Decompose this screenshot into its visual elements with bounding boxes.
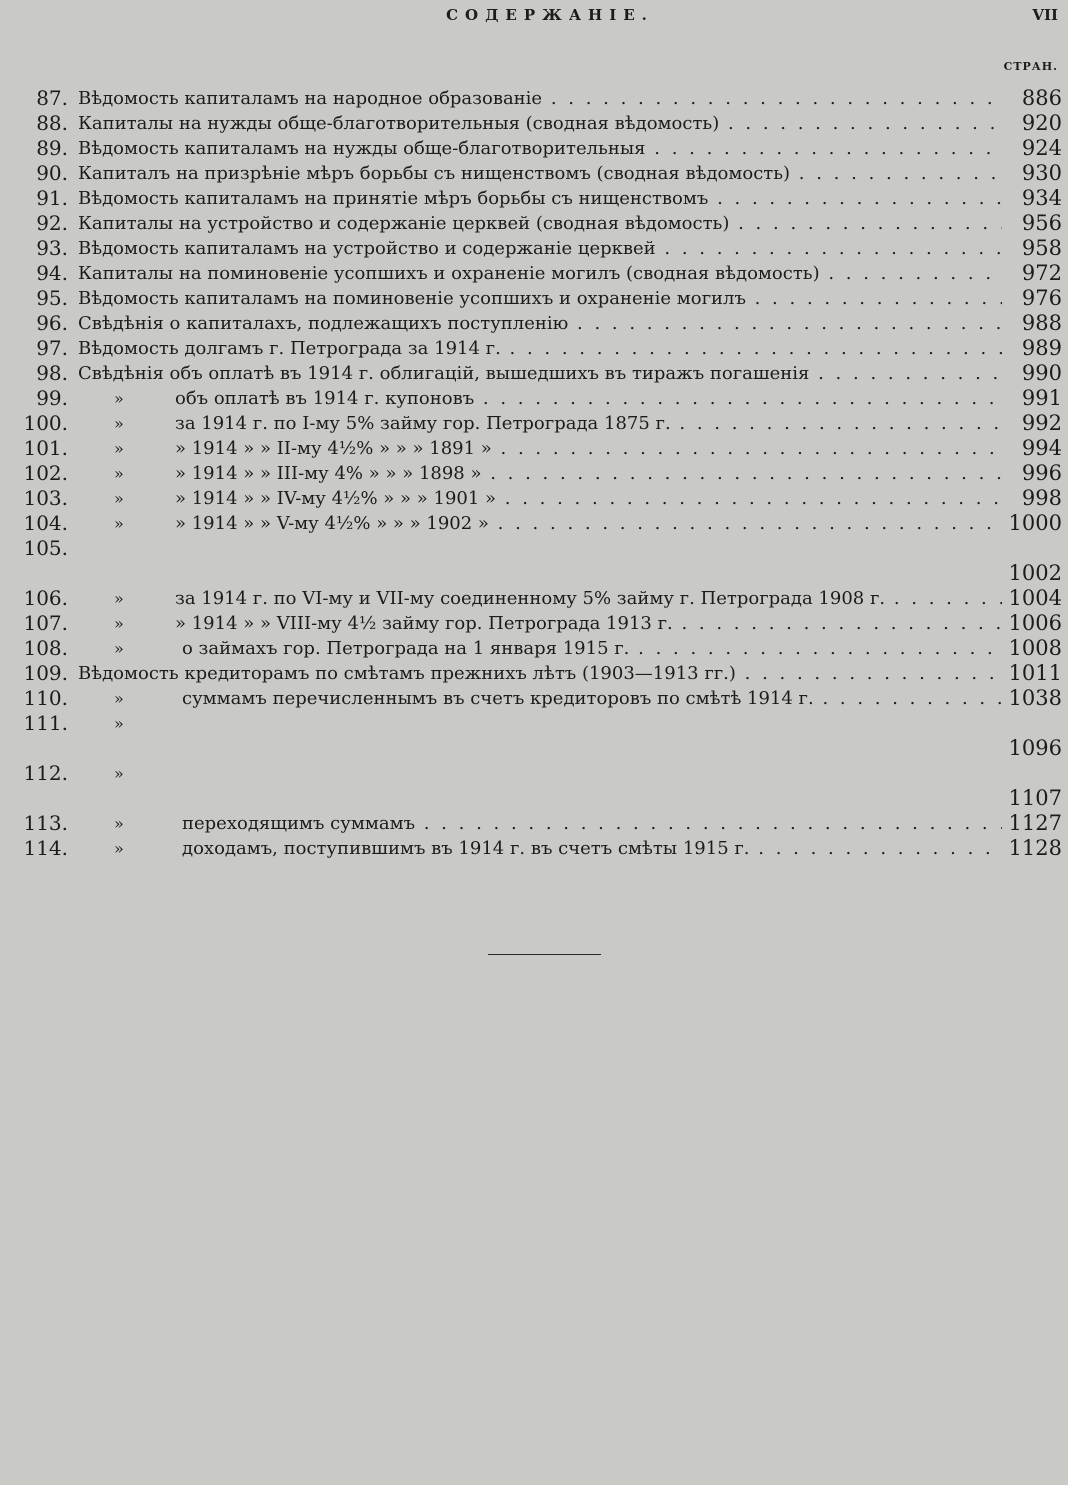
ditto-mark: »	[114, 639, 124, 658]
toc-entry	[0, 661, 1068, 686]
toc-entry	[0, 586, 1068, 611]
entry-text-block	[78, 361, 1002, 386]
entry-text-block	[78, 111, 1002, 136]
entry-page-number: 924	[1021, 136, 1062, 160]
entry-title: переходящимъ суммамъ . . .	[182, 813, 1002, 834]
toc-entry	[0, 261, 1068, 286]
entry-page-number: 976	[1021, 286, 1062, 310]
toc-entry	[0, 136, 1068, 161]
ditto-mark: »	[114, 439, 124, 458]
entry-page-number: 934	[1021, 186, 1062, 210]
entry-text-block	[175, 486, 1002, 511]
entry-page-number: 992	[1021, 411, 1062, 435]
entry-number: 108.	[23, 636, 68, 660]
entry-page-number: 991	[1021, 386, 1062, 410]
entry-title: » 1914 » » V-му 4½% » » » 1902 » . . .	[175, 513, 1002, 534]
toc-entry	[0, 86, 1068, 111]
entry-page-number: 998	[1021, 486, 1062, 510]
entry-text-block	[175, 411, 1002, 436]
entry-number: 88.	[36, 111, 68, 135]
ditto-mark: »	[114, 814, 124, 833]
entry-number: 97.	[36, 336, 68, 360]
entry-page-number: 1008	[1008, 636, 1062, 660]
entry-number: 111.	[23, 711, 68, 735]
toc-entry	[0, 236, 1068, 261]
toc-entry	[0, 161, 1068, 186]
entry-text-block	[78, 186, 1002, 211]
toc-entry	[0, 711, 1068, 761]
ditto-mark: »	[114, 414, 124, 433]
table-of-contents	[0, 86, 1068, 861]
entry-page-number: 1096	[1008, 736, 1062, 760]
ditto-mark: »	[114, 689, 124, 708]
entry-text-block	[182, 811, 1002, 836]
entry-title: Капиталы на нужды обще-благотворительныя (сводная вѣдомость) . . .	[78, 113, 1002, 134]
entry-page-number: 1107	[1008, 786, 1062, 810]
entry-title: о займахъ гор. Петрограда на 1 января 1915 г. . . .	[182, 638, 1002, 659]
entry-number: 114.	[23, 836, 68, 860]
entry-text-block	[78, 311, 1002, 336]
toc-entry	[0, 836, 1068, 861]
entry-text-block	[182, 686, 1002, 711]
entry-number: 98.	[36, 361, 68, 385]
entry-text-block	[78, 136, 1002, 161]
toc-entry	[0, 286, 1068, 311]
entry-title: Вѣдомость капиталамъ на поминовеніе усопшихъ и охраненіе могилъ . . .	[78, 288, 1002, 309]
toc-entry	[0, 411, 1068, 436]
ditto-mark: »	[114, 589, 124, 608]
entry-title: Вѣдомость долгамъ г. Петрограда за 1914 г. . . .	[78, 338, 1002, 359]
ditto-mark: »	[114, 714, 124, 733]
roman-page-number: VII	[1032, 6, 1058, 24]
toc-entry	[0, 536, 1068, 586]
entry-page-number: 1006	[1008, 611, 1062, 635]
entry-title: за 1914 г. по VI-му и VII-му соединенному 5% займу г. Петрограда 1908 г. . . .	[175, 588, 1002, 609]
toc-entry	[0, 761, 1068, 811]
entry-text-block	[78, 261, 1002, 286]
entry-number: 112.	[23, 761, 68, 785]
toc-entry	[0, 111, 1068, 136]
toc-entry	[0, 311, 1068, 336]
entry-text-block	[175, 386, 1002, 411]
entry-title: Вѣдомость капиталамъ на нужды обще-благотворительныя . . .	[78, 138, 1002, 159]
toc-entry	[0, 686, 1068, 711]
ditto-mark: »	[114, 514, 124, 533]
entry-number: 99.	[36, 386, 68, 410]
entry-text-block	[78, 211, 1002, 236]
entry-title: Капиталы на поминовеніе усопшихъ и охраненіе могилъ (сводная вѣдомость) . . .	[78, 263, 1002, 284]
entry-page-number: 994	[1021, 436, 1062, 460]
entry-title: Вѣдомость капиталамъ на устройство и содержаніе церквей . . .	[78, 238, 1002, 259]
entry-number: 89.	[36, 136, 68, 160]
toc-entry	[0, 186, 1068, 211]
entry-text-block	[78, 661, 1002, 686]
entry-text-block	[182, 636, 1002, 661]
entry-title: доходамъ, поступившимъ въ 1914 г. въ счетъ смѣты 1915 г. . . .	[182, 838, 1002, 859]
toc-entry	[0, 611, 1068, 636]
entry-page-number: 988	[1021, 311, 1062, 335]
entry-number: 90.	[36, 161, 68, 185]
entry-page-number: 1011	[1008, 661, 1062, 685]
ditto-mark: »	[114, 839, 124, 858]
entry-number: 107.	[23, 611, 68, 635]
entry-page-number: 1128	[1008, 836, 1062, 860]
toc-entry	[0, 461, 1068, 486]
entry-text-block	[78, 86, 1002, 111]
entry-title: за 1914 г. по І-му 5% займу гор. Петрограда 1875 г. . . .	[175, 413, 1002, 434]
toc-entry	[0, 336, 1068, 361]
entry-page-number: 990	[1021, 361, 1062, 385]
separator-rule	[488, 954, 601, 955]
entry-page-number: 956	[1021, 211, 1062, 235]
entry-number: 109.	[23, 661, 68, 685]
page-column-label: СТРАН.	[1003, 60, 1058, 73]
entry-title: Вѣдомость капиталамъ на народное образованіе . . .	[78, 88, 1002, 109]
ditto-mark: »	[114, 464, 124, 483]
entry-page-number: 920	[1021, 111, 1062, 135]
entry-text-block	[175, 511, 1002, 536]
entry-number: 110.	[23, 686, 68, 710]
entry-number: 113.	[23, 811, 68, 835]
entry-number: 105.	[23, 536, 68, 560]
entry-title: Вѣдомость кредиторамъ по смѣтамъ прежнихъ лѣтъ (1903—1913 гг.) . . .	[78, 663, 1002, 684]
entry-page-number: 958	[1021, 236, 1062, 260]
entry-text-block	[175, 611, 1002, 636]
ditto-mark: »	[114, 764, 124, 783]
entry-title: Свѣдѣнія объ оплатѣ въ 1914 г. облигацій, вышедшихъ въ тиражъ погашенія . . .	[78, 363, 1002, 384]
entry-number: 96.	[36, 311, 68, 335]
toc-entry	[0, 211, 1068, 236]
entry-number: 104.	[23, 511, 68, 535]
toc-entry	[0, 386, 1068, 411]
ditto-mark: »	[114, 614, 124, 633]
entry-number: 101.	[23, 436, 68, 460]
entry-number: 92.	[36, 211, 68, 235]
toc-entry	[0, 511, 1068, 536]
entry-number: 95.	[36, 286, 68, 310]
entry-title: Капиталы на устройство и содержаніе церквей (сводная вѣдомость) . . .	[78, 213, 1002, 234]
entry-text-block	[78, 286, 1002, 311]
toc-entry	[0, 436, 1068, 461]
entry-title: » 1914 » » IV-му 4½% » » » 1901 » . . .	[175, 488, 1002, 509]
page-title: СОДЕРЖАНІЕ.	[446, 6, 654, 24]
entry-page-number: 1038	[1008, 686, 1062, 710]
entry-title: Вѣдомость капиталамъ на принятіе мѣръ борьбы съ нищенствомъ . . .	[78, 188, 1002, 209]
entry-text-block	[182, 836, 1002, 861]
entry-title: » 1914 » » VIII-му 4½ займу гор. Петрограда 1913 г. . . .	[175, 613, 1002, 634]
entry-number: 93.	[36, 236, 68, 260]
entry-title: Свѣдѣнія о капиталахъ, подлежащихъ поступленію . . .	[78, 313, 1002, 334]
entry-number: 100.	[23, 411, 68, 435]
entry-page-number: 930	[1021, 161, 1062, 185]
toc-entry	[0, 486, 1068, 511]
entry-title: » 1914 » » II-му 4½% » » » 1891 » . . .	[175, 438, 1002, 459]
entry-text-block	[78, 236, 1002, 261]
entry-page-number: 1002	[1008, 561, 1062, 585]
entry-number: 103.	[23, 486, 68, 510]
entry-number: 106.	[23, 586, 68, 610]
entry-text-block	[175, 461, 1002, 486]
entry-text-block	[78, 336, 1002, 361]
entry-number: 94.	[36, 261, 68, 285]
toc-entry	[0, 811, 1068, 836]
entry-page-number: 1127	[1008, 811, 1062, 835]
entry-page-number: 1004	[1008, 586, 1062, 610]
toc-entry	[0, 636, 1068, 661]
entry-text-block	[175, 586, 1002, 611]
entry-number: 91.	[36, 186, 68, 210]
entry-page-number: 996	[1021, 461, 1062, 485]
entry-page-number: 989	[1021, 336, 1062, 360]
entry-text-block	[175, 436, 1002, 461]
entry-title: суммамъ перечисленнымъ въ счетъ кредиторовъ по смѣтѣ 1914 г. . . .	[182, 688, 1002, 709]
entry-title: объ оплатѣ въ 1914 г. купоновъ . . .	[175, 388, 1002, 409]
ditto-mark: »	[114, 389, 124, 408]
entry-number: 102.	[23, 461, 68, 485]
entry-text-block	[78, 161, 1002, 186]
entry-title: Капиталъ на призрѣніе мѣръ борьбы съ нищенствомъ (сводная вѣдомость) . . .	[78, 163, 1002, 184]
ditto-mark: »	[114, 489, 124, 508]
entry-page-number: 972	[1021, 261, 1062, 285]
entry-title: » 1914 » » III-му 4% » » » 1898 » . . .	[175, 463, 1002, 484]
entry-page-number: 1000	[1008, 511, 1062, 535]
toc-entry	[0, 361, 1068, 386]
entry-page-number: 886	[1021, 86, 1062, 110]
entry-number: 87.	[36, 86, 68, 110]
